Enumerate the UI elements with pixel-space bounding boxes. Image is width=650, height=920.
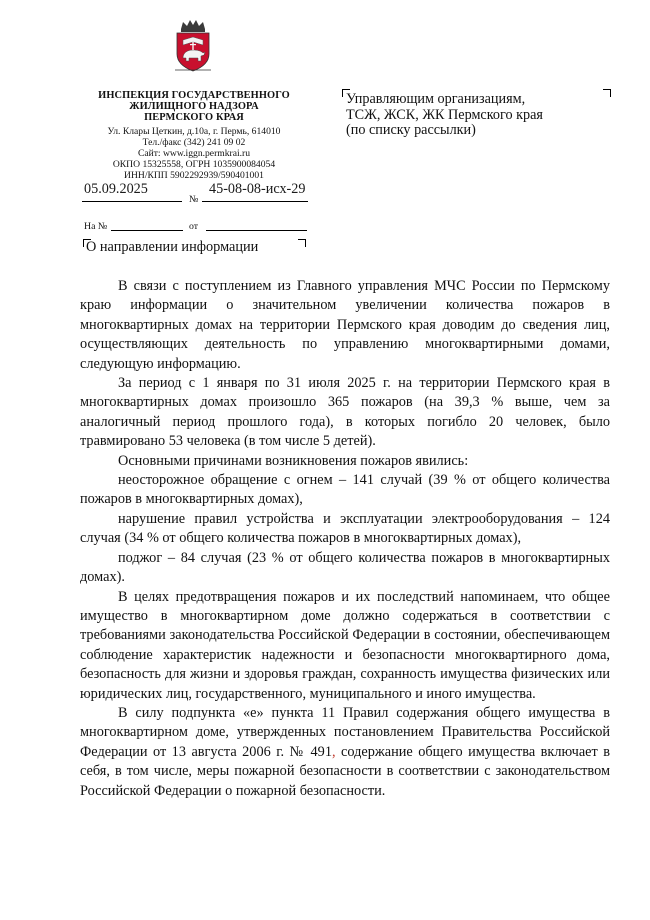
body-paragraph-8-part2: содержание общего имущества включает в себя, в том числе, меры пожарной безопасности в соответствии с законодательством Российской Федерации о пожарной безопасности. — [80, 743, 610, 799]
body-paragraph-8-comma: , — [331, 743, 336, 760]
recipient-corner-right — [603, 89, 611, 97]
number-underline — [202, 201, 308, 202]
org-phone: Тел./факс (342) 241 09 02 — [142, 137, 246, 148]
org-name-line3: ПЕРМСКОГО КРАЯ — [144, 112, 244, 123]
registration-number: 45-08-08-исх-29 — [209, 181, 306, 197]
body-paragraph-6: поджог – 84 случая (23 % от общего количества пожаров в многоквартирных домах). — [80, 549, 610, 586]
recipient-line1: Управляющим организациям, — [346, 91, 526, 107]
recipient-block — [346, 92, 586, 139]
recipient-line2: ТСЖ, ЖСК, ЖК Пермского края — [346, 106, 543, 123]
letter-body — [80, 277, 610, 801]
org-address: Ул. Клары Цеткин, д.10а, г. Пермь, 614010 — [107, 126, 281, 137]
reference-from-line — [206, 230, 307, 231]
body-paragraph-4: неосторожное обращение с огнем – 141 случай (39 % от общего количества пожаров в многоквартирных домах), — [80, 472, 610, 508]
reference-number-label: На № — [84, 221, 108, 232]
registration-date: 05.09.2025 — [84, 181, 148, 197]
org-inn: ИНН/КПП 5902292939/590401001 — [124, 170, 264, 181]
org-website: Сайт: www.iggn.permkrai.ru — [137, 148, 251, 159]
body-paragraph-3: Основными причинами возникновения пожаров явились: — [118, 452, 469, 469]
body-paragraph-7: В целях предотвращения пожаров и их последствий напоминаем, что общее имущество в многоквартирном доме должно содержаться в соответствии с требованиями законодательства Российской Федерации в состоянии, обеспечивающем соблюдение характеристик надежности и безопасности многоквартирного дома, безопасность для жизни и здоровья граждан, сохранность имущества физических или юридических лиц, государственного, муниципального и иного имущества. — [80, 588, 610, 702]
letter-subject: О направлении информации — [86, 239, 259, 255]
org-name-line1: ИНСПЕКЦИЯ ГОСУДАРСТВЕННОГО — [98, 90, 290, 101]
body-paragraph-2: За период с 1 января по 31 июля 2025 г. на территории Пермского края в многоквартирных домах произошло 365 пожаров (на 39,3 % выше, чем за аналогичный период прошлого года), в которых погибло 20 человек, было травмировано 53 человека (в том числе 5 детей). — [80, 375, 610, 450]
subject-corner-right — [298, 239, 306, 247]
body-paragraph-1: В связи с поступлением из Главного управления МЧС России по Пермскому краю информации о значительном увеличении количества пожаров в многоквартирных домах на территории Пермского края доводим до сведения лиц, осуществляющих деятельность по управлению многоквартирными домами, следующую информацию. — [80, 278, 610, 372]
body-paragraph-5: нарушение правил устройства и эксплуатации электрооборудования – 124 случая (34 % от общего количества пожаров в многоквартирных домах), — [80, 510, 610, 547]
coat-of-arms-emblem — [171, 18, 215, 72]
date-underline — [82, 201, 182, 202]
body-paragraph-8 — [80, 704, 610, 801]
body-paragraph-8-part1: В силу подпункта «е» пункта 11 Правил содержания общего имущества в многоквартирном доме, утвержденных постановлением Правительства Российской Федерации от 13 августа 2006 г. № 491 — [80, 704, 610, 760]
org-okpo: ОКПО 15325558, ОГРН 1035900084054 — [112, 159, 276, 170]
number-label: № — [189, 194, 199, 205]
reference-from-label: от — [189, 221, 199, 232]
org-name-line2: ЖИЛИЩНОГО НАДЗОРА — [129, 101, 259, 112]
recipient-line3: (по списку рассылки) — [346, 122, 476, 138]
reference-number-line — [111, 230, 183, 231]
